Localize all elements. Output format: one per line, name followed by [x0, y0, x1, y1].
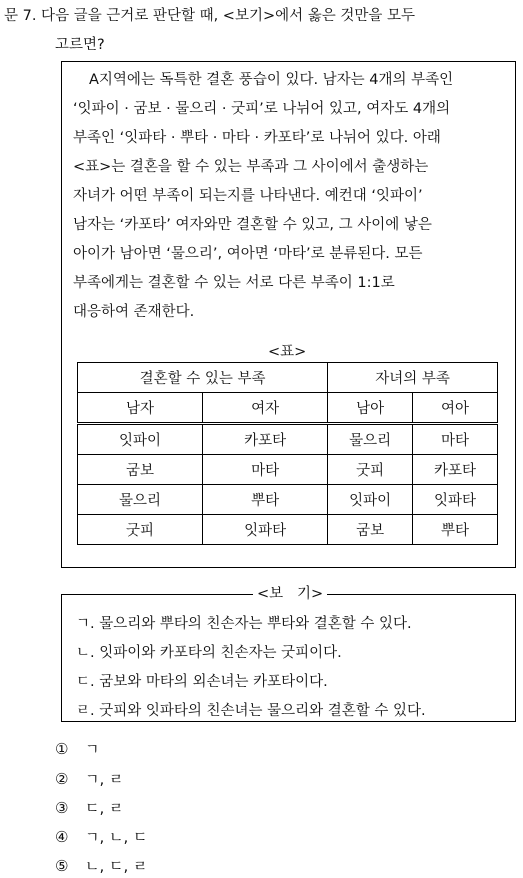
passage-line: ‘잇파이 · 굼보 · 물으리 · 굿피’로 나뉘어 있고, 여자도 4개의 — [73, 101, 451, 117]
table-cell: 잇파타 — [413, 485, 498, 515]
table-cell: 뿌타 — [203, 485, 328, 515]
table-row — [78, 424, 498, 455]
choice-text: ㄱ — [85, 740, 100, 758]
table-header-cell: 남아 — [328, 393, 413, 424]
choice-text: ㄷ, ㄹ — [85, 799, 124, 817]
answer-choice-2[interactable] — [55, 768, 124, 789]
table-row — [78, 455, 498, 485]
passage-line: 아이가 남아면 ‘물으리’, 여아면 ‘마타’로 분류된다. 모든 — [73, 246, 423, 262]
table-cell: 물으리 — [78, 485, 203, 515]
passage-line: 부족인 ‘잇파타 · 뿌타 · 마타 · 카포타’로 나뉘어 있다. 아래 — [73, 130, 441, 146]
bogi-title: <보 기> — [253, 582, 327, 603]
choice-number: ① — [55, 740, 69, 758]
passage-line: 자녀가 어떤 부족이 되는지를 나타낸다. 예컨대 ‘잇파이’ — [73, 188, 423, 204]
choice-number: ⑤ — [55, 857, 69, 875]
passage-line: 대응하여 존재한다. — [73, 304, 195, 320]
choice-number: ③ — [55, 799, 69, 817]
answer-choice-1[interactable] — [55, 738, 100, 759]
table-cell: 잇파타 — [203, 515, 328, 545]
table-cell: 굼보 — [78, 455, 203, 485]
table-header-cell: 여아 — [413, 393, 498, 424]
passage-line: <표>는 결혼을 할 수 있는 부족과 그 사이에서 출생하는 — [73, 159, 429, 175]
table-row — [78, 515, 498, 545]
table-cell: 카포타 — [203, 424, 328, 455]
answer-choice-3[interactable] — [55, 797, 124, 818]
bogi-item: ㄴ. 잇파이와 카포타의 친손자는 굿피이다. — [76, 645, 342, 661]
table-cell: 굼보 — [328, 515, 413, 545]
table-cell: 잇파이 — [78, 424, 203, 455]
choice-text: ㄱ, ㄴ, ㄷ — [85, 828, 148, 846]
passage-line: 남자는 ‘카포타’ 여자와만 결혼할 수 있고, 그 사이에 낳은 — [73, 217, 432, 233]
table-cell: 물으리 — [328, 424, 413, 455]
bogi-item: ㄹ. 굿피와 잇파타의 친손녀는 물으리와 결혼할 수 있다. — [76, 703, 426, 719]
table-cell: 잇파이 — [328, 485, 413, 515]
answer-choice-5[interactable] — [55, 855, 148, 876]
answer-choice-4[interactable] — [55, 826, 148, 847]
table-caption: <표> — [268, 344, 307, 360]
table-cell: 뿌타 — [413, 515, 498, 545]
table-cell: 마타 — [203, 455, 328, 485]
bogi-item: ㄷ. 굼보와 마타의 외손녀는 카포타이다. — [76, 674, 328, 690]
question-stem-line-2: 고르면? — [55, 37, 105, 53]
table-group-header-row — [78, 363, 498, 393]
table-sub-header-row — [78, 393, 498, 424]
choice-number: ④ — [55, 828, 69, 846]
table-cell: 굿피 — [78, 515, 203, 545]
passage-line: A지역에는 독특한 결혼 풍습이 있다. 남자는 4개의 부족인 — [89, 72, 454, 88]
table-row — [78, 485, 498, 515]
table-header-cell: 남자 — [78, 393, 203, 424]
table-cell: 카포타 — [413, 455, 498, 485]
tribe-table — [77, 362, 498, 545]
question-stem-line-1: 문 7. 다음 글을 근거로 판단할 때, <보기>에서 옳은 것만을 모두 — [4, 8, 415, 24]
table-cell: 마타 — [413, 424, 498, 455]
passage-line: 부족에게는 결혼할 수 있는 서로 다른 부족이 1:1로 — [73, 275, 395, 291]
table-header-cell: 자녀의 부족 — [328, 363, 498, 393]
choice-text: ㄴ, ㄷ, ㄹ — [85, 857, 148, 875]
choice-number: ② — [55, 770, 69, 788]
table-cell: 굿피 — [328, 455, 413, 485]
bogi-item: ㄱ. 물으리와 뿌타의 친손자는 뿌타와 결혼할 수 있다. — [76, 616, 412, 632]
table-header-cell: 결혼할 수 있는 부족 — [78, 363, 328, 393]
table-header-cell: 여자 — [203, 393, 328, 424]
choice-text: ㄱ, ㄹ — [85, 770, 124, 788]
